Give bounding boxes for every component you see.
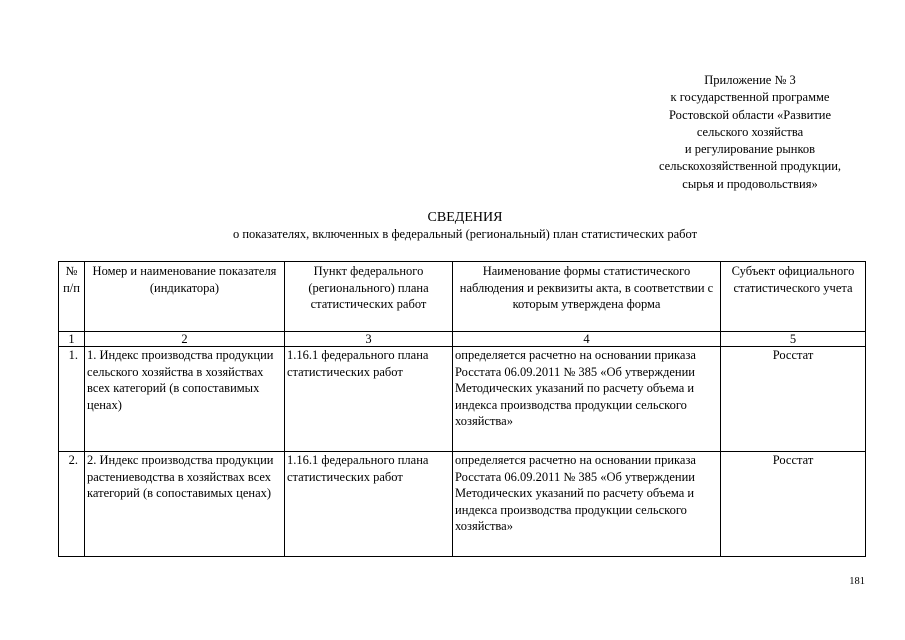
column-numbers-row: [59, 332, 866, 347]
row-subject: Росстат: [721, 452, 866, 557]
row-indicator: 2. Индекс производства продукции растениеводства в хозяйствах всех категорий (в сопоставимых ценах): [85, 452, 285, 557]
column-number: 1: [59, 332, 85, 347]
header-cell-indicator: Номер и наименование показателя (индикатора): [85, 262, 285, 332]
table-row: [59, 347, 866, 452]
header-cell-subject: Субъект официального статистического учета: [721, 262, 866, 332]
appendix-line: сельскохозяйственной продукции,: [658, 159, 842, 174]
table-row: [59, 452, 866, 557]
document-heading: [60, 209, 870, 243]
row-plan-item: 1.16.1 федерального плана статистических работ: [285, 452, 453, 557]
appendix-line: сельского хозяйства: [696, 124, 804, 139]
header-cell-number: № п/п: [59, 262, 85, 332]
row-plan-item: 1.16.1 федерального плана статистических работ: [285, 347, 453, 452]
page-number: 181: [849, 576, 865, 587]
appendix-block: [600, 72, 900, 193]
document-subtitle: о показателях, включенных в федеральный (региональный) план статистических работ: [232, 227, 698, 241]
row-form: определяется расчетно на основании приказа Росстата 06.09.2011 № 385 «Об утверждении Методических указаний по расчету объема и индекса производства продукции сельского хозяйства»: [453, 452, 721, 557]
row-number: 1.: [59, 347, 85, 452]
row-number: 2.: [59, 452, 85, 557]
column-number: 4: [453, 332, 721, 347]
row-subject: Росстат: [721, 347, 866, 452]
document-title: СВЕДЕНИЯ: [427, 210, 503, 225]
appendix-line: и регулирование рынков: [684, 142, 816, 157]
appendix-line: к государственной программе: [670, 90, 830, 105]
row-form: определяется расчетно на основании приказа Росстата 06.09.2011 № 385 «Об утверждении Методических указаний по расчету объема и индекса производства продукции сельского хозяйства»: [453, 347, 721, 452]
column-number: 5: [721, 332, 866, 347]
header-cell-form: Наименование формы статистического наблюдения и реквизиты акта, в соответствии с которым утверждена форма: [453, 262, 721, 332]
statistics-table: [58, 261, 866, 557]
appendix-line: сырья и продовольствия»: [682, 176, 818, 191]
row-indicator: 1. Индекс производства продукции сельского хозяйства в хозяйствах всех категорий (в сопоставимых ценах): [85, 347, 285, 452]
header-cell-plan-item: Пункт федерального (регионального) плана статистических работ: [285, 262, 453, 332]
table-header-row: [59, 262, 866, 332]
appendix-line: Приложение № 3: [704, 73, 796, 87]
column-number: 2: [85, 332, 285, 347]
appendix-line: Ростовской области «Развитие: [668, 107, 832, 122]
column-number: 3: [285, 332, 453, 347]
